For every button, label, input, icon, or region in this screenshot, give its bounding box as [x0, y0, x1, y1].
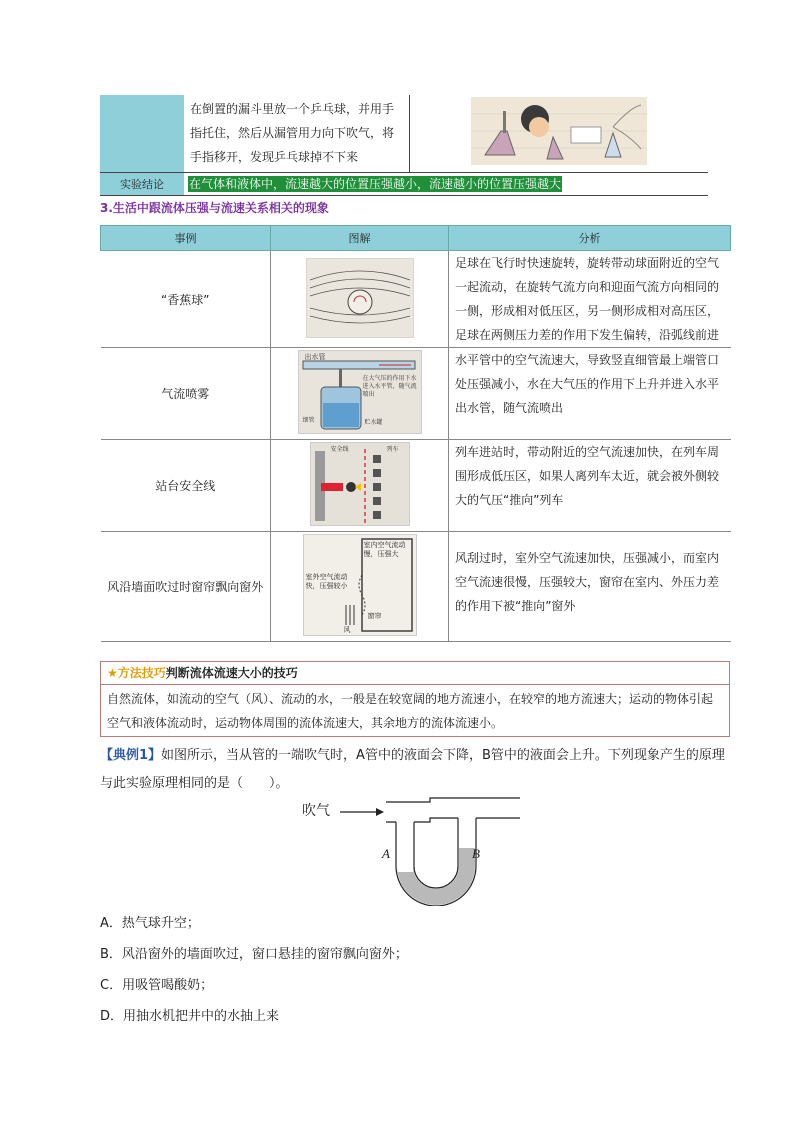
phenomena-table [100, 225, 731, 642]
conclusion-text: 在气体和液体中，流速越大的位置压强越小，流速越小的位置压强越大 [189, 177, 562, 191]
row-analysis: 足球在飞行时快速旋转，旋转带动球面附近的空气一起流动，在旋转气流方向和迎面气流方向相同的一侧，形成相对低压区，另一侧形成相对高压区，足球在两侧压力差的作用下发生偏转，沿弧线前进 [449, 251, 731, 348]
tube-a-label: A [382, 846, 390, 861]
window-figure [303, 534, 417, 636]
spray-note: 在大气压的作用下水进入水平管，随气流喷出 [362, 375, 417, 398]
pingpong-funnel-illustration [471, 97, 647, 165]
row-example: “香蕉球” [101, 251, 271, 348]
header-example: 事例 [101, 226, 271, 251]
example-question [100, 742, 730, 798]
row-diagram-cell [271, 251, 449, 348]
banana-ball-figure [306, 258, 414, 338]
section-title: 3.生活中跟流体压强与流速关系相关的现象 [100, 201, 329, 215]
option-d: D．用抽水机把井中的水抽上来 [100, 1009, 280, 1024]
table-row [101, 440, 731, 532]
option-a: A．热气球升空； [100, 916, 200, 931]
procedure-text: 在倒置的漏斗里放一个乒乓球，并用手指托住，然后从漏管用力向下吹气，将手指移开，发现乒乓球掉不下来 [184, 95, 409, 172]
header-diagram: 图解 [271, 226, 449, 251]
option-c: C．用吸管喝酸奶； [100, 978, 214, 993]
table-row [101, 532, 731, 642]
row-example: 站台安全线 [101, 440, 271, 532]
star-icon: ★ [107, 666, 118, 680]
example-question-text: 如图所示，当从管的一端吹气时，A管中的液面会下降，B管中的液面会上升。下列现象产生的原理与此实验原理相同的是（ ）。 [100, 748, 725, 791]
option-b: B．风沿窗外的墙面吹过，窗口悬挂的窗帘飘向窗外； [100, 947, 408, 962]
experiment-table [100, 95, 708, 196]
spray-label: 出水管 [304, 353, 326, 361]
spray-tank-label: 贮水罐 [364, 419, 383, 426]
u-tube-diagram [290, 796, 530, 906]
row-diagram-cell [271, 532, 449, 642]
table-row [101, 348, 731, 440]
tip-label: 方法技巧 [117, 666, 166, 680]
window-curtain-label: 窗帘 [367, 612, 382, 620]
row-analysis: 水平管中的空气流速大，导致竖直细管最上端管口处压强减小，水在大气压的作用下上升并进入水平出水管，随气流喷出 [449, 348, 731, 440]
experiment-label-cell [100, 95, 184, 172]
conclusion-label: 实验结论 [100, 172, 184, 195]
row-diagram-cell [271, 440, 449, 532]
railway-figure [310, 442, 410, 526]
row-analysis: 风刮过时，室外空气流速加快，压强减小，而室内空气流速很慢，压强较大，窗帘在室内、外压力差的作用下被“推向”窗外 [449, 532, 731, 642]
window-wind-label: 风 [343, 626, 351, 634]
pingpong-figure-cell [409, 95, 708, 172]
window-indoor-label: 室内空气流动慢，压强大 [363, 541, 406, 558]
spray-figure [298, 350, 422, 434]
example-label: 【典例1】 [100, 748, 162, 763]
header-analysis: 分析 [449, 226, 731, 251]
spray-tube-label: 细管 [302, 417, 315, 424]
row-analysis: 列车进站时，带动附近的空气流速加快，在列车周围形成低压区，如果人离列车太近，就会被外侧较大的气压“推向”列车 [449, 440, 731, 532]
row-example: 风沿墙面吹过时窗帘飘向窗外 [101, 532, 271, 642]
table-row [101, 251, 731, 348]
tube-b-label: B [472, 846, 480, 861]
blow-label: 吹气 [302, 804, 330, 819]
row-diagram-cell [271, 348, 449, 440]
conclusion-cell [184, 172, 708, 195]
railway-train-label: 列车 [386, 446, 399, 453]
tip-title: 判断流体流速大小的技巧 [165, 666, 298, 680]
window-outdoor-label: 室外空气流动快，压强较小 [305, 573, 348, 590]
row-example: 气流喷雾 [101, 348, 271, 440]
tip-body: 自然流体，如流动的空气（风）、流动的水，一般是在较宽阔的地方流速小，在较窄的地方流速大；运动的物体引起空气和液体流动时，运动物体周围的流体流速大，其余地方的流体流速小。 [107, 692, 714, 730]
tip-header [101, 662, 729, 685]
method-tip-box [100, 661, 730, 737]
railway-safety-label: 安全线 [330, 446, 349, 453]
